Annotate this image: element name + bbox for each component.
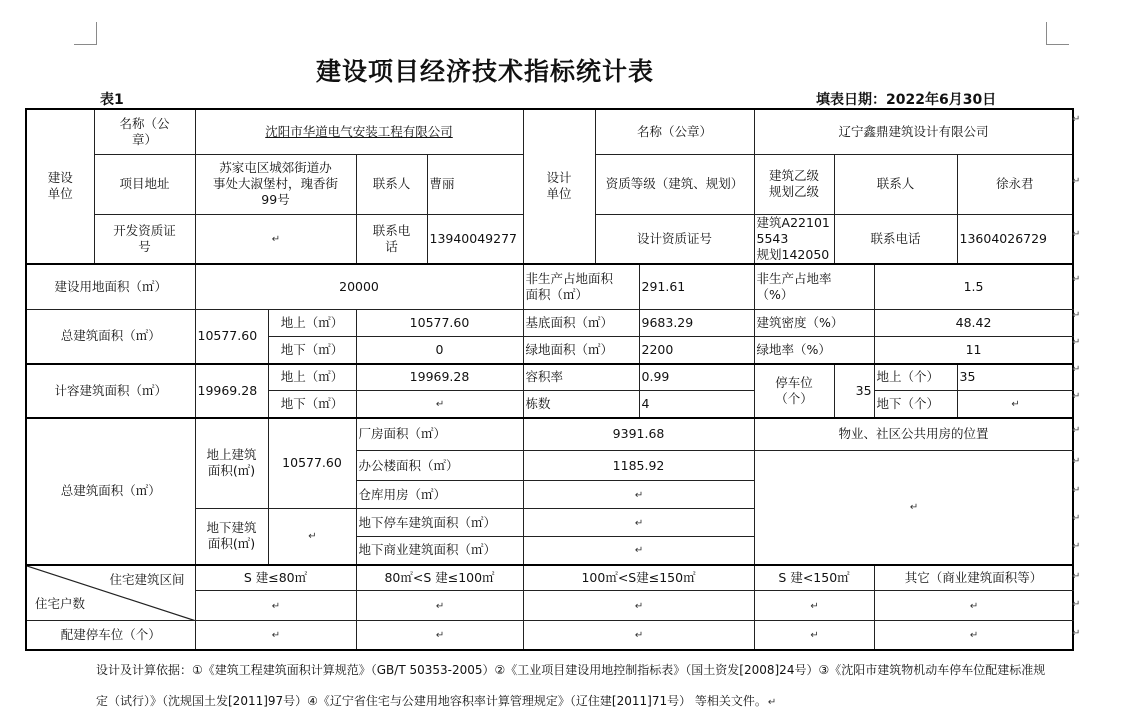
- residential-diag-bottom: 住宅户数: [35, 596, 86, 611]
- parking-below-label: 地下（个）: [874, 391, 957, 418]
- warehouse-area-label: 仓库用房（㎡）: [356, 481, 523, 509]
- total-below-label: 地下（㎡）: [268, 337, 356, 364]
- parking-value: 35: [834, 364, 874, 418]
- designer-phone-value: 13604026729: [957, 214, 1073, 264]
- total-below-value: 0: [356, 337, 523, 364]
- nonprod-rate-value: 1.5: [874, 264, 1073, 310]
- designer-phone-label: 联系电话: [834, 214, 957, 264]
- ug-parking-value: ↵: [523, 509, 754, 537]
- far-ratio-label: 容积率: [523, 364, 639, 391]
- row-end-mark: ↵: [1072, 571, 1081, 582]
- range-5-value: ↵: [874, 591, 1073, 621]
- row-end-mark: ↵: [1072, 485, 1081, 496]
- row-end-mark: ↵: [1072, 364, 1081, 375]
- parking-range-2-value: ↵: [356, 621, 523, 650]
- table-number: 表1: [100, 92, 124, 108]
- parking-above-label: 地上（个）: [874, 364, 957, 391]
- row-end-mark: ↵: [1072, 274, 1081, 285]
- green-rate-value: 11: [874, 337, 1073, 364]
- range-2-value: ↵: [356, 591, 523, 621]
- owner-contact-value: 曹丽: [427, 154, 523, 214]
- breakdown-above-value: 10577.60: [268, 418, 356, 509]
- ug-commercial-value: ↵: [523, 537, 754, 565]
- ug-commercial-label: 地下商业建筑面积（㎡）: [356, 537, 523, 565]
- owner-name-label: 名称（公 章）: [94, 109, 195, 154]
- designer-cert-label: 设计资质证号: [595, 214, 754, 264]
- range-4-label: S 建<150㎡: [754, 565, 874, 591]
- green-area-label: 绿地面积（㎡）: [523, 337, 639, 364]
- total-area-label: 总建筑面积（㎡）: [26, 310, 195, 364]
- public-room-value: ↵: [754, 451, 1073, 565]
- far-ratio-value: 0.99: [639, 364, 754, 391]
- range-1-value: ↵: [195, 591, 356, 621]
- owner-qual-cert-value: ↵: [195, 214, 356, 264]
- far-area-label: 计容建筑面积（㎡）: [26, 364, 195, 418]
- parking-range-4-value: ↵: [754, 621, 874, 650]
- parking-range-1-value: ↵: [195, 621, 356, 650]
- far-above-value: 19969.28: [356, 364, 523, 391]
- range-3-value: ↵: [523, 591, 754, 621]
- building-count-value: 4: [639, 391, 754, 418]
- parking-range-5-value: ↵: [874, 621, 1073, 650]
- total-area-value: 10577.60: [195, 310, 268, 364]
- far-area-value: 19969.28: [195, 364, 268, 418]
- ug-parking-label: 地下停车建筑面积（㎡）: [356, 509, 523, 537]
- public-room-label: 物业、社区公共用房的位置: [754, 418, 1073, 451]
- residential-diag-top: 住宅建筑区间: [109, 571, 185, 587]
- designer-name-label: 名称（公章）: [595, 109, 754, 154]
- factory-area-label: 厂房面积（㎡）: [356, 418, 523, 451]
- row-end-mark: ↵: [1072, 176, 1081, 187]
- residential-diagonal-header: [26, 565, 195, 621]
- total-above-label: 地上（㎡）: [268, 310, 356, 337]
- footnote-text: 设计及计算依据：①《建筑工程建筑面积计算规范》（GB/T 50353-2005）②《工业项目建设用地控制指标表》（国土资发[2008]24号）③《沈阳市建筑物机动车停车位配建标准规定（试行）》（沈规国土发[2011]97号）④《辽宁省住宅与公建用地容积率计算管理规定》（辽住建[2011]71号） 等相关文件。: [96, 663, 1046, 708]
- building-count-label: 栋数: [523, 391, 639, 418]
- office-area-label: 办公楼面积（㎡）: [356, 451, 523, 481]
- parking-range-3-value: ↵: [523, 621, 754, 650]
- owner-address-value: 苏家屯区城郊街道办 事处大淑堡村，瑰香街 99号: [195, 154, 356, 214]
- designer-section-label: 设计 单位: [523, 109, 595, 264]
- owner-phone-label: 联系电 话: [356, 214, 427, 264]
- fill-date: 填表日期：2022年6月30日: [816, 92, 997, 108]
- breakdown-above-label: 地上建筑 面积(㎡): [195, 418, 268, 509]
- owner-section-label: 建设 单位: [26, 109, 94, 264]
- parking-above-value: 35: [957, 364, 1073, 391]
- total-above-value: 10577.60: [356, 310, 523, 337]
- residential-parking-label: 配建停车位（个）: [26, 621, 195, 650]
- owner-name-value: 沈阳市华道电气安装工程有限公司: [195, 109, 523, 154]
- row-end-mark: ↵: [1072, 513, 1081, 524]
- footnote: [96, 655, 1056, 718]
- nonprod-area-value: 291.61: [639, 264, 754, 310]
- crop-mark-top-left: [74, 22, 97, 45]
- owner-phone-value: 13940049277: [427, 214, 523, 264]
- row-end-mark: ↵: [1072, 229, 1081, 240]
- owner-contact-label: 联系人: [356, 154, 427, 214]
- green-area-value: 2200: [639, 337, 754, 364]
- row-end-mark: ↵: [1072, 628, 1081, 639]
- base-area-label: 基底面积（㎡）: [523, 310, 639, 337]
- row-end-mark: ↵: [1072, 456, 1081, 467]
- factory-area-value: 9391.68: [523, 418, 754, 451]
- row-end-mark: ↵: [1072, 599, 1081, 610]
- designer-name-value: 辽宁鑫鼎建筑设计有限公司: [754, 109, 1073, 154]
- range-1-label: S 建≤80㎡: [195, 565, 356, 591]
- nonprod-rate-label: 非生产占地率 （%）: [754, 264, 874, 310]
- range-3-label: 100㎡<S建≤150㎡: [523, 565, 754, 591]
- land-area-label: 建设用地面积（㎡）: [26, 264, 195, 310]
- base-area-value: 9683.29: [639, 310, 754, 337]
- row-end-mark: ↵: [1072, 310, 1081, 321]
- range-5-label: 其它（商业建筑面积等）: [874, 565, 1073, 591]
- document-title: 建设项目经济技术指标统计表: [316, 57, 655, 86]
- designer-grade-value: 建筑乙级 规划乙级: [754, 154, 834, 214]
- office-area-value: 1185.92: [523, 451, 754, 481]
- footnote-mark: ↵: [767, 697, 777, 708]
- breakdown-label: 总建筑面积（㎡）: [26, 418, 195, 565]
- designer-cert-value: 建筑A221015543 规划142050: [754, 214, 834, 264]
- far-below-value: ↵: [356, 391, 523, 418]
- row-end-mark: ↵: [1072, 337, 1081, 348]
- owner-qual-cert-label: 开发资质证 号: [94, 214, 195, 264]
- green-rate-label: 绿地率（%）: [754, 337, 874, 364]
- parking-below-value: ↵: [957, 391, 1073, 418]
- row-end-mark: ↵: [1072, 391, 1081, 402]
- crop-mark-top-right: [1046, 22, 1069, 45]
- warehouse-area-value: ↵: [523, 481, 754, 509]
- density-value: 48.42: [874, 310, 1073, 337]
- designer-contact-label: 联系人: [834, 154, 957, 214]
- density-label: 建筑密度（%）: [754, 310, 874, 337]
- designer-grade-label: 资质等级（建筑、规划）: [595, 154, 754, 214]
- range-2-label: 80㎡<S 建≤100㎡: [356, 565, 523, 591]
- range-4-value: ↵: [754, 591, 874, 621]
- row-end-mark: ↵: [1072, 425, 1081, 436]
- land-area-value: 20000: [195, 264, 523, 310]
- breakdown-below-value: ↵: [268, 509, 356, 565]
- far-below-label: 地下（㎡）: [268, 391, 356, 418]
- breakdown-below-label: 地下建筑 面积(㎡): [195, 509, 268, 565]
- designer-contact-value: 徐永君: [957, 154, 1073, 214]
- parking-label: 停车位 （个）: [754, 364, 834, 418]
- row-end-mark: ↵: [1072, 541, 1081, 552]
- row-end-mark: ↵: [1072, 114, 1081, 125]
- owner-address-label: 项目地址: [94, 154, 195, 214]
- indicator-table: [25, 108, 1074, 651]
- far-above-label: 地上（㎡）: [268, 364, 356, 391]
- nonprod-area-label: 非生产占地面积 面积（㎡）: [523, 264, 639, 310]
